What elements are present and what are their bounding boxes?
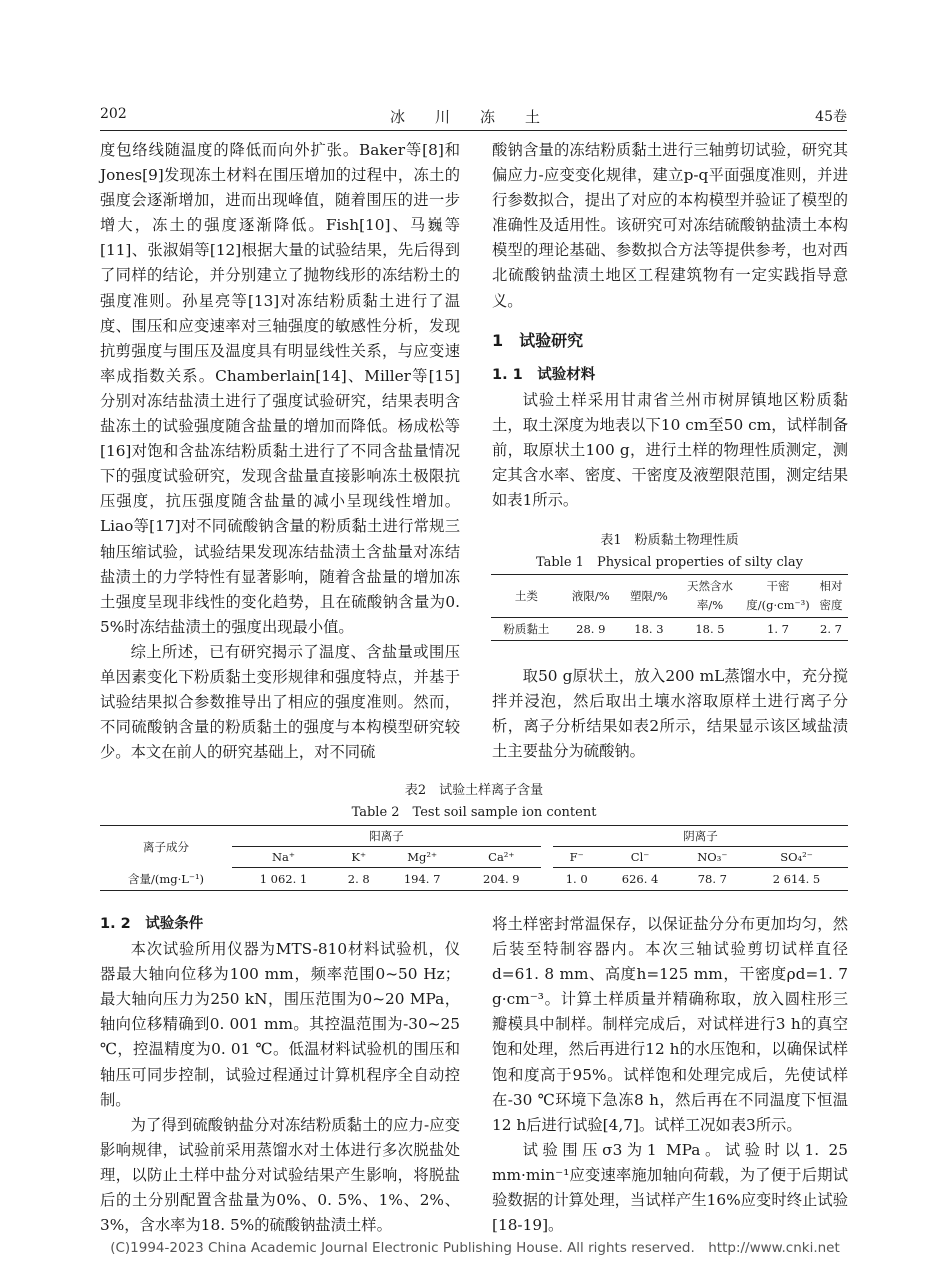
paragraph: 试验围压σ3为1 MPa。试验时以1. 25 mm·min⁻¹应变速率施加轴向荷载，为了便于后期试验数据的计算处理，当试样产生16%应变时终止试验[18-19]。 xyxy=(492,1140,848,1235)
paragraph: 取50 g原状土，放入200 mL蒸馏水中，充分搅拌并浸泡，然后取出土壤水溶取原样土进行离子分析，离子分析结果如表2所示，结果显示该区域盐渍土主要盐分为硫酸钠。 xyxy=(492,667,848,761)
left-column-bottom xyxy=(100,912,460,1238)
table-row xyxy=(100,868,848,891)
subsection-heading: 1. 2 试验条件 xyxy=(100,916,204,932)
volume-number: 45卷 xyxy=(815,109,847,125)
table-header: 天然含水率/% xyxy=(678,575,742,618)
table-header: 相对密度 xyxy=(814,575,848,618)
table-cell: 2 614. 5 xyxy=(772,872,821,886)
journal-name: 冰 川 冻 土 xyxy=(390,108,541,126)
table1 xyxy=(491,574,848,641)
table-header: 干密度/(g·cm⁻³) xyxy=(742,575,814,618)
table-header: 离子成分 xyxy=(143,839,189,854)
table-cell: 626. 4 xyxy=(621,872,659,886)
table2-caption-cn: 表2 试验土样离子含量 xyxy=(404,783,544,798)
table-header: 液限/% xyxy=(562,575,620,618)
ion-header: SO₄²⁻ xyxy=(745,847,848,868)
paragraph: 度包络线随温度的降低而向外扩张。Baker等[8]和Jones[9]发现冻土材料在围压增加的过程中，冻土的强度会逐渐增加，进而出现峰值，随着围压的进一步增大，冻土的强度逐渐降低。Fish[10]、马巍等[11]、张淑娟等[12]根据大量的试验结果，先后得到了同样的结论，并分别建立了抛物线形的冻结粉土的强度准则。孙星亮等[13]对冻结粉质黏土进行了温度、围压和应变速率对三轴强度的敏感性分析，发现抗剪强度与围压及温度具有明显线性关系，与应变速率成指数关系。Chamberlain[14]、Miller等[15]分别对冻结盐渍土进行了强度试验研究，结果表明含盐冻土的试验强度随含盐量的增加而降低。杨成松等[16]对饱和含盐冻结粉质黏土进行了不同含盐量情况下的强度试验研究，发现含盐量直接影响冻土极限抗压强度，抗压强度随含盐量的减小呈现线性增加。Liao等[17]对不同硫酸钠含量的粉质黏土进行常规三轴压缩试验，试验结果发现冻结盐渍土含盐量对冻结盐渍土的力学特性有显著影响，随着含盐量的增加冻土强度呈现非线性的变化趋势，且在硫酸钠含量为0. 5%时冻结盐渍土的强度出现最小值。 xyxy=(100,141,460,636)
table-cell: 1. 0 xyxy=(565,872,588,886)
table-header: 塑限/% xyxy=(620,575,678,618)
right-column-mid xyxy=(492,664,848,764)
table-cell: 含量/(mg·L⁻¹) xyxy=(127,871,205,886)
ion-header: NO₃⁻ xyxy=(680,847,745,868)
table-header: 阴离子 xyxy=(553,826,848,847)
table1-caption-cn: 表1 粉质黏土物理性质 xyxy=(600,533,739,548)
section-heading: 1 试验研究 xyxy=(492,330,584,350)
table-cell: 2. 7 xyxy=(820,622,842,636)
table1-caption-en: Table 1 Physical properties of silty clay xyxy=(535,555,804,570)
ion-header: Cl⁻ xyxy=(600,847,679,868)
right-column-top xyxy=(492,138,848,513)
table-cell: 1 062. 1 xyxy=(259,872,308,886)
table2-caption-en: Table 2 Test soil sample ion content xyxy=(351,805,597,820)
ion-header: F⁻ xyxy=(553,847,601,868)
table-cell: 194. 7 xyxy=(403,872,441,886)
page-number: 202 xyxy=(100,106,127,122)
table2 xyxy=(100,825,848,891)
ion-header: Ca²⁺ xyxy=(462,847,541,868)
table-cell: 18. 3 xyxy=(634,622,664,636)
ion-header: Mg²⁺ xyxy=(383,847,462,868)
ion-header: Na⁺ xyxy=(232,847,335,868)
table-cell: 1. 7 xyxy=(767,622,789,636)
paragraph: 为了得到硫酸钠盐分对冻结粉质黏土的应力-应变影响规律，试验前采用蒸馏水对土体进行多次脱盐处理，以防止土样中盐分对试验结果产生影响，将脱盐后的土分别配置含盐量为0%、0. 5%、1%、2%、3%，含水率为18. 5%的硫酸钠盐渍土样。 xyxy=(100,1115,460,1235)
paragraph: 综上所述，已有研究揭示了温度、含盐量或围压单因素变化下粉质黏土变形规律和强度特点，并基于试验结果拟合参数推导出了相应的强度准则。然而，不同硫酸钠含量的粉质黏土的强度与本构模型研究较少。本文在前人的研究基础上，对不同硫 xyxy=(100,642,460,762)
paragraph: 试验土样采用甘肃省兰州市树屏镇地区粉质黏土，取土深度为地表以下10 cm至50 cm，试样制备前，取原状土100 g，进行土样的物理性质测定，测定其含水率、密度、干密度及液塑限范围，测定结果如表1所示。 xyxy=(492,390,848,510)
table1-caption xyxy=(491,530,848,574)
running-header xyxy=(100,104,847,131)
table-cell: 204. 9 xyxy=(483,872,520,886)
left-column-top xyxy=(100,138,460,765)
table-header: 阳离子 xyxy=(232,826,541,847)
copyright-footer: (C)1994-2023 China Academic Journal Electronic Publishing House. All rights reserved. http://www.cnki.net xyxy=(110,1240,840,1256)
subsection-heading: 1. 1 试验材料 xyxy=(492,366,596,383)
table-cell: 78. 7 xyxy=(697,872,727,886)
paragraph: 酸钠含量的冻结粉质黏土进行三轴剪切试验，研究其偏应力-应变变化规律，建立p-q平面强度准则，并进行参数拟合，提出了对应的本构模型并验证了模型的准确性及适用性。该研究可对冻结硫酸钠盐渍土本构模型的理论基础、参数拟合方法等提供参考，也对西北硫酸钠盐渍土地区工程建筑物有一定实践指导意义。 xyxy=(492,141,848,310)
table2-caption xyxy=(100,780,848,824)
ion-header: K⁺ xyxy=(335,847,383,868)
table-cell: 28. 9 xyxy=(576,622,606,636)
table-row xyxy=(491,618,848,641)
table-cell: 18. 5 xyxy=(695,622,725,636)
right-column-bottom xyxy=(492,912,848,1238)
table-header: 土类 xyxy=(491,575,562,618)
paragraph: 本次试验所用仪器为MTS-810材料试验机，仪器最大轴向位移为100 mm，频率范围0~50 Hz；最大轴向压力为250 kN，围压范围为0~20 MPa，轴向位移精确到0. 001 mm。其控温范围为-30~25 ℃，控温精度为0. 01 ℃。低温材料试验机的围压和轴压可同步控制，试验过程通过计算机程序全自动控制。 xyxy=(100,940,460,1109)
table-cell: 2. 8 xyxy=(347,872,370,886)
table-cell: 粉质黏土 xyxy=(503,622,550,636)
paragraph: 将土样密封常温保存，以保证盐分分布更加均匀，然后装至特制容器内。本次三轴试验剪切试样直径d=61. 8 mm、高度h=125 mm，干密度ρd=1. 7 g·cm⁻³。计算土样质量并精确称取，放入圆柱形三瓣模具中制样。制样完成后，对试样进行3 h的真空饱和处理，然后再进行12 h的水压饱和，以确保试样饱和度高于95%。试样饱和处理完成后，先使试样在-30 ℃环境下急冻8 h，然后再在不同温度下恒温12 h后进行试验[4,7]。试样工况如表3所示。 xyxy=(492,915,848,1134)
